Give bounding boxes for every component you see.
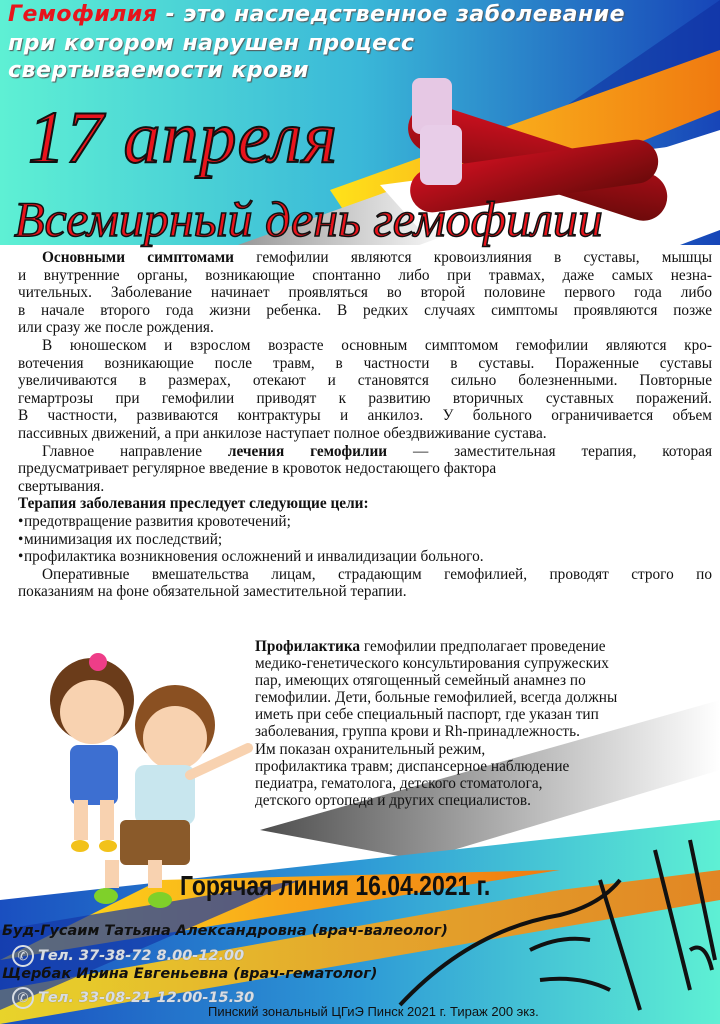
text-line — [18, 372, 712, 390]
text-line — [18, 460, 712, 478]
phone-text: Тел. 37-38-72 8.00-12.00 — [38, 948, 245, 964]
text-line — [255, 758, 627, 775]
text-segment: медико-генетического консультирования супружеских — [255, 655, 609, 673]
prevention-text — [255, 638, 627, 809]
text-segment: В юношеском и взрослом возрасте основным симптомом гемофилии являются кро- — [42, 336, 712, 354]
text-line — [18, 478, 712, 496]
bold-text: Терапия заболевания преследует следующие цели: — [18, 495, 369, 513]
main-text — [18, 249, 712, 601]
text-line — [255, 655, 627, 672]
text-segment: гемофилии являются кровоизлияния в суставы, мышцы — [234, 249, 713, 266]
text-line — [18, 425, 712, 443]
footer-imprint: Пинский зональный ЦГиЭ Пинск 2021 г. Тираж 200 экз. — [208, 1004, 539, 1019]
text-line — [18, 319, 712, 337]
header-line-3: свертываемости крови — [8, 58, 310, 83]
phone-icon: ✆ — [12, 945, 34, 967]
text-line — [255, 792, 627, 809]
text-line — [18, 284, 712, 302]
text-segment: минимизация их последствий; — [24, 530, 223, 548]
text-segment: гемофилии. Дети, больные гемофилией, всегда должны — [255, 689, 618, 707]
text-line — [18, 249, 712, 267]
text-segment: чительных. Заболевание начинает проявляться во второй половине первого года либо — [18, 284, 712, 302]
text-line — [18, 302, 712, 320]
hotline-title: Горячая линия 16.04.2021 г. — [180, 870, 491, 901]
text-line — [18, 566, 712, 584]
header-line-1-text: - это наследственное заболевание — [157, 2, 626, 27]
date-title: 17 апреля — [28, 97, 339, 179]
phone-icon: ✆ — [12, 987, 34, 1009]
text-line — [18, 443, 712, 461]
bold-text: Профилактика — [255, 638, 361, 655]
text-segment: иметь при себе специальный паспорт, где указан тип — [255, 706, 599, 724]
header-line-1 — [8, 2, 625, 27]
doctor-phone-1 — [12, 945, 244, 967]
text-segment: педиатра, гематолога, детского стоматолога, — [255, 774, 543, 792]
text-segment: — заместительная терапия, которая — [387, 442, 712, 460]
text-line — [18, 495, 712, 513]
text-segment: увеличиваются в размерах, отекают и становятся сильно болезненными. Повторные — [18, 372, 712, 390]
text-segment: показаниям на фоне обязательной заместительной терапии. — [18, 583, 407, 601]
text-line — [255, 775, 627, 792]
text-segment: профилактика травм; диспансерное наблюдение — [255, 757, 570, 775]
text-line — [18, 390, 712, 408]
text-line — [255, 741, 627, 758]
text-line — [18, 407, 712, 425]
doctor-name-2: Щербак Ирина Евгеньевна (врач-гематолог) — [2, 966, 378, 982]
bullet-item — [18, 531, 712, 549]
bullet-icon: • — [18, 530, 24, 548]
doctor-name-1: Буд-Гусаим Татьяна Александровна (врач-валеолог) — [2, 923, 448, 939]
text-segment: гемартрозы при гемофилии приводят к развитию вторичных суставных поражений. — [18, 389, 712, 407]
bullet-item — [18, 548, 712, 566]
bold-text: Основными симптомами — [42, 249, 234, 266]
text-segment: свертывания. — [18, 477, 105, 495]
text-segment: гемофилии предполагает проведение — [360, 638, 606, 655]
header-line-2: при котором нарушен процесс — [8, 31, 415, 56]
text-segment: предотвращение развития кровотечений; — [24, 512, 291, 530]
text-segment: заболевания, группа крови и Rh-принадлежность. — [255, 723, 580, 741]
text-line — [18, 583, 712, 601]
text-segment: и внутренние органы, возникающие спонтанно либо при травмах, даже самых незна- — [18, 266, 712, 284]
day-title: Всемирный день гемофилии — [14, 191, 603, 247]
bullet-icon: • — [18, 548, 24, 566]
text-line — [255, 672, 627, 689]
text-line — [255, 723, 627, 740]
text-segment: в начале второго года жизни ребенка. В редких случаях симптомы проявляются позже — [18, 301, 712, 319]
text-segment: Им показан охранительный режим, — [255, 740, 486, 758]
text-segment: вотечения возникающие после травм, в частности в суставы. Пораженные суставы — [18, 354, 712, 372]
text-segment: пассивных движений, а при анкилозе наступает полное обездвиживание сустава. — [18, 424, 547, 442]
text-segment: В частности, развиваются контрактуры и анкилоз. У больного ограничивается объем — [18, 407, 712, 425]
phone-text: Тел. 33-08-21 12.00-15.30 — [38, 990, 255, 1006]
text-line — [255, 689, 627, 706]
text-segment: пар, имеющих отягощенный семейный анамнез по — [255, 672, 586, 690]
text-line — [18, 355, 712, 373]
bold-text: лечения гемофилии — [227, 442, 388, 460]
bullet-icon: • — [18, 512, 24, 530]
text-segment: предусматривает регулярное введение в кровоток недостающего фактора — [18, 460, 497, 478]
header-term: Гемофилия — [8, 2, 158, 27]
text-segment: профилактика возникновения осложнений и инвалидизации больного. — [24, 548, 484, 566]
text-line — [18, 337, 712, 355]
text-segment: Главное направление — [42, 442, 228, 460]
text-segment: детского ортопеда и других специалистов. — [255, 791, 531, 809]
text-line — [18, 267, 712, 285]
bullet-item — [18, 513, 712, 531]
text-line — [255, 638, 627, 655]
text-line — [255, 706, 627, 723]
text-segment: Оперативные вмешательства лицам, страдающим гемофилией, проводят строго по — [42, 565, 712, 583]
text-segment: или сразу же после рождения. — [18, 319, 214, 337]
